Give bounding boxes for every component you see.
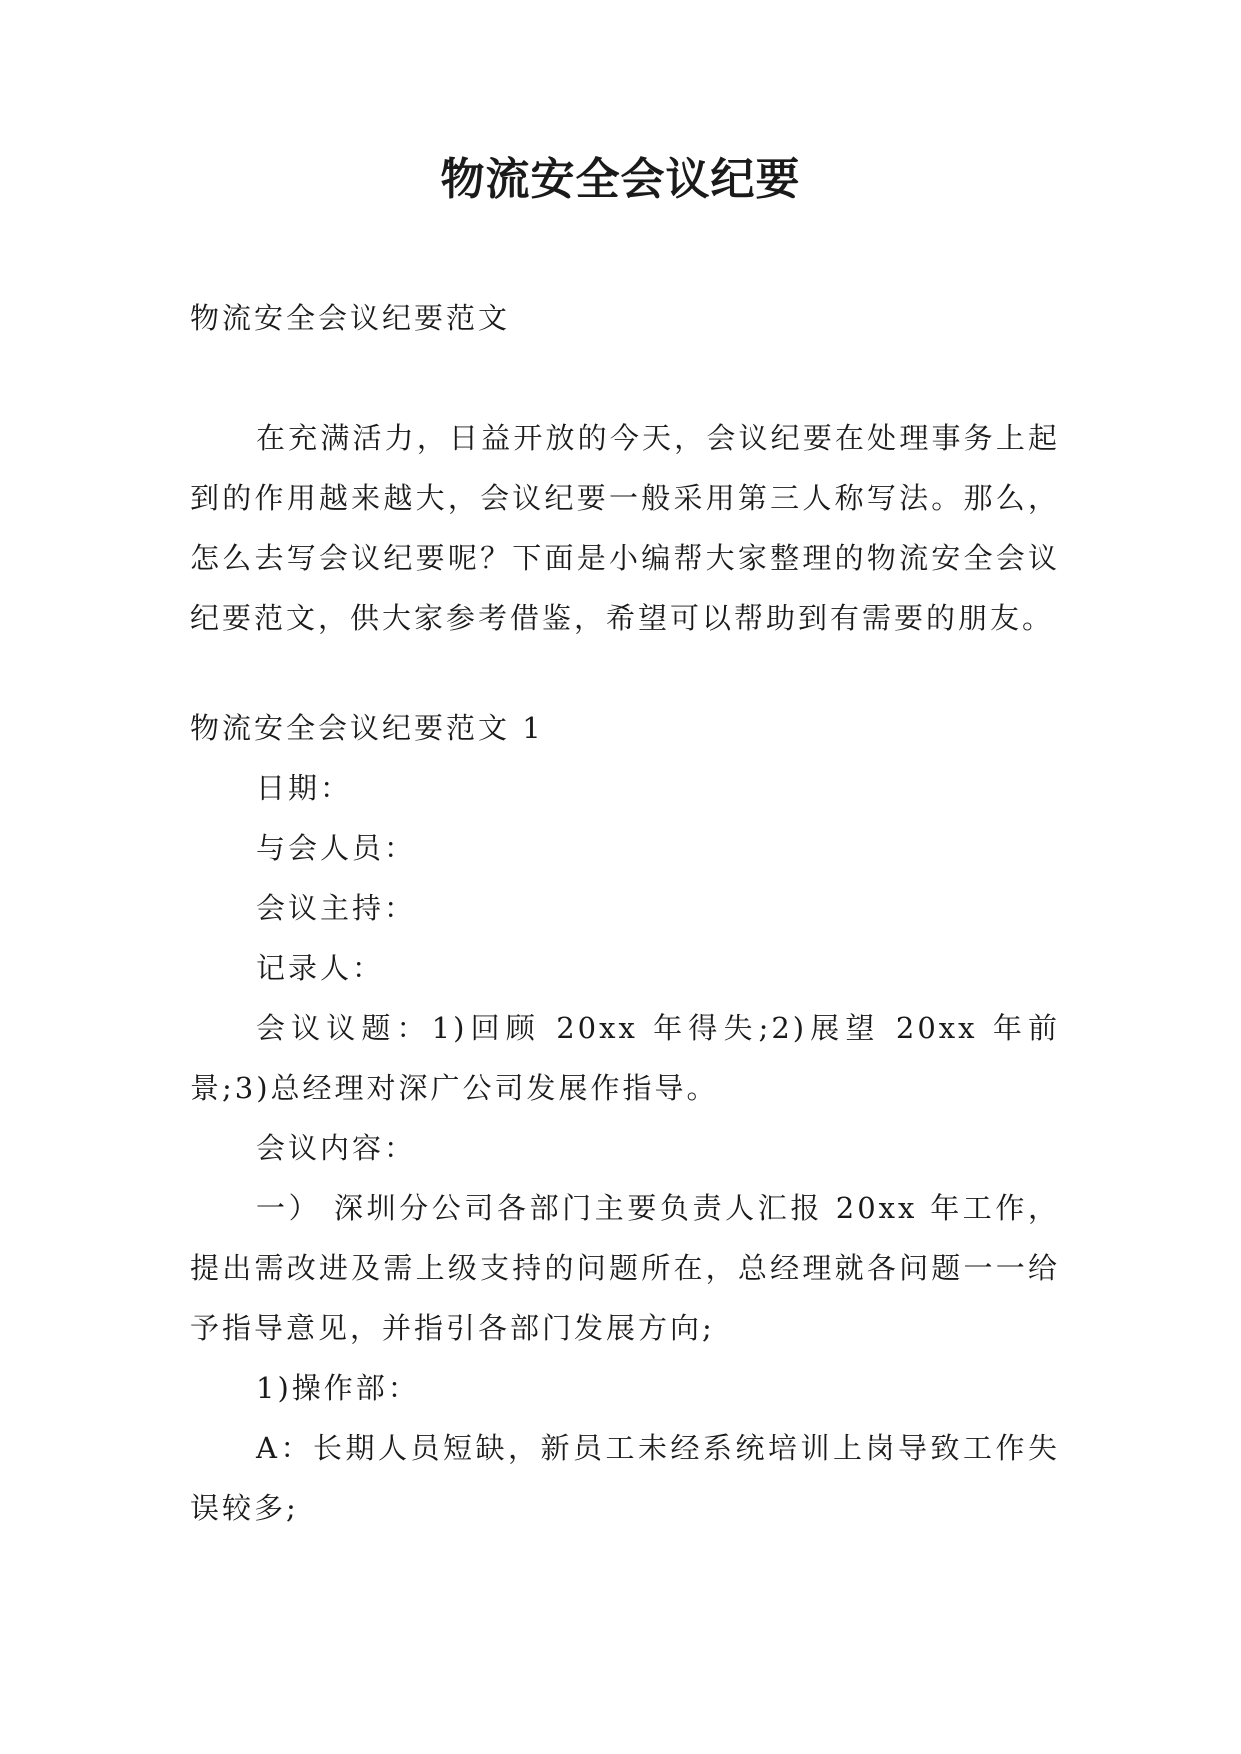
document-subtitle: 物流安全会议纪要范文 [190,301,511,335]
intro-paragraph: 在充满活力，日益开放的今天，会议纪要在处理事务上起到的作用越来越大，会议纪要一般采用第三人称写法。那么，怎么去写会议纪要呢？下面是小编帮大家整理的物流安全会议纪要范文，供大家参考借鉴，希望可以帮助到有需要的朋友。 [190,421,1060,635]
operations-heading: 1)操作部： [256,1371,420,1405]
agenda-paragraph: 会议议题：1)回顾 20xx 年得失;2)展望 20xx 年前景;3)总经理对深广公司发展作指导。 [190,1011,1060,1105]
document-body [190,288,1060,1538]
section-heading: 物流安全会议纪要范文 1 [190,711,544,745]
item-one-paragraph: 一） 深圳分公司各部门主要负责人汇报 20xx 年工作，提出需改进及需上级支持的问题所在，总经理就各问题一一给予指导意见，并指引各部门发展方向; [190,1191,1060,1345]
operations-point-a: A：长期人员短缺，新员工未经系统培训上岗导致工作失误较多; [190,1431,1060,1525]
attendees-label: 与会人员： [256,831,417,865]
document-title: 物流安全会议纪要 [440,154,801,205]
host-label: 会议主持： [256,891,417,925]
date-label: 日期： [256,771,353,805]
content-label: 会议内容： [256,1131,417,1165]
recorder-label: 记录人： [256,951,385,985]
